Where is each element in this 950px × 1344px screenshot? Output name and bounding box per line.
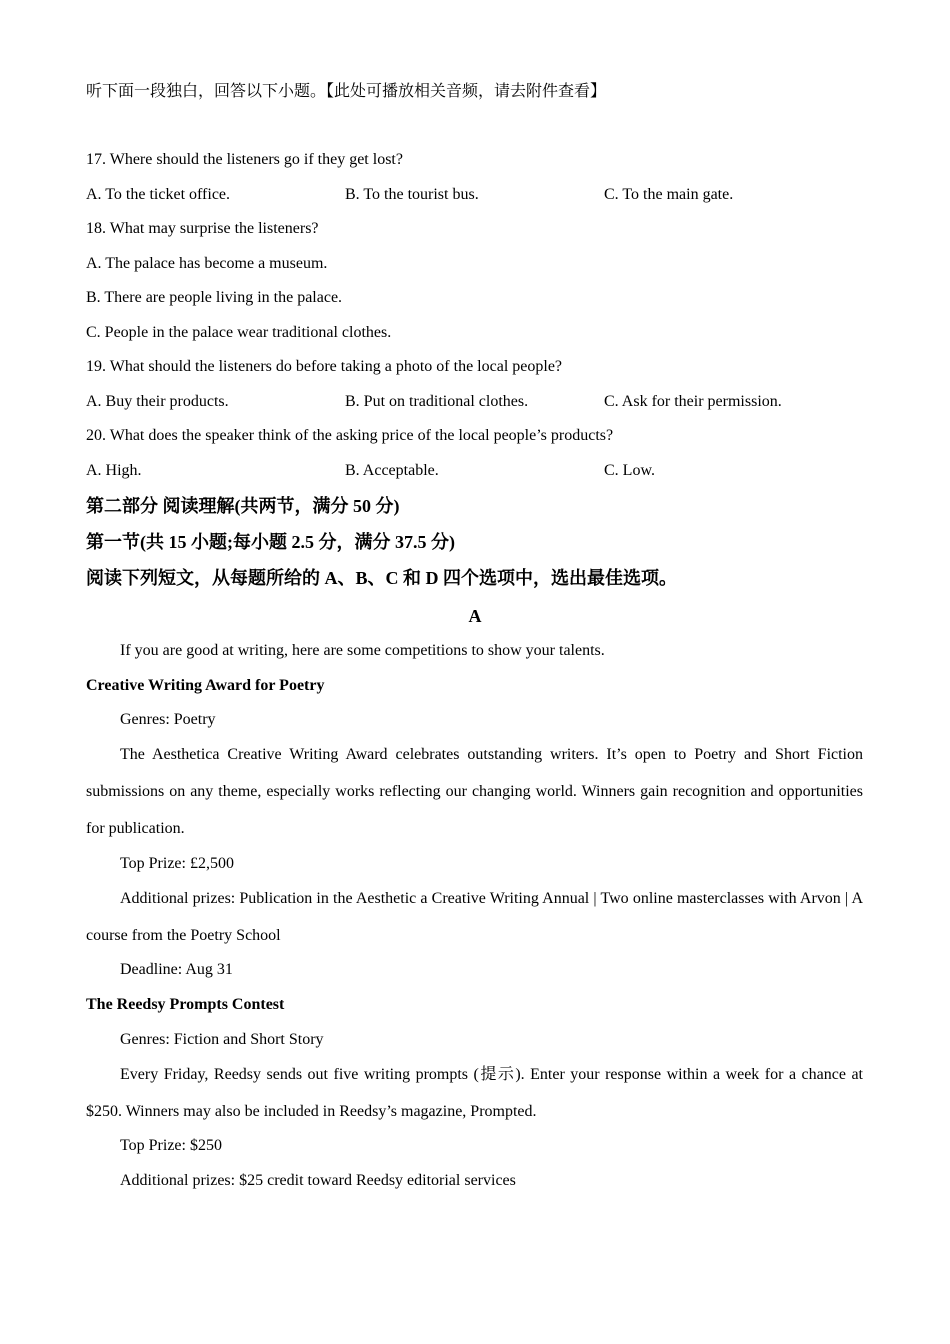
passage-intro: If you are good at writing, here are some competitions to show your talents.	[120, 642, 605, 659]
comp1-description: The Aesthetica Creative Writing Award celebrates outstanding writers. It’s open to Poetry and Short Fiction submissions on any theme, especially works reflecting our changing world. Winners gain recognition and opportunities for publication.	[86, 746, 863, 837]
question-17: 17. Where should the listeners go if they get lost?	[86, 151, 403, 168]
q17-option-c: C. To the main gate.	[604, 186, 734, 203]
q18-option-c: C. People in the palace wear traditional clothes.	[86, 324, 392, 341]
reading-instruction: 阅读下列短文，从每题所给的 A、B、C 和 D 四个选项中，选出最佳选项。	[86, 568, 677, 588]
listening-intro: 听下面一段独白，回答以下小题。【此处可播放相关音频，请去附件查看】	[86, 83, 607, 100]
q19-option-c: C. Ask for their permission.	[604, 393, 782, 410]
comp1-deadline: Deadline: Aug 31	[120, 961, 233, 978]
comp2-description: Every Friday, Reedsy sends out five writing prompts (提示). Enter your response within a week for a chance at $250. Winners may also be included in Reedsy’s magazine, Prompted.	[86, 1066, 863, 1120]
q18-option-a: A. The palace has become a museum.	[86, 255, 328, 272]
q17-option-b: B. To the tourist bus.	[345, 186, 479, 203]
question-18: 18. What may surprise the listeners?	[86, 220, 319, 237]
section-title: 第一节(共 15 小题;每小题 2.5 分，满分 37.5 分)	[86, 532, 455, 552]
q20-option-c: C. Low.	[604, 462, 655, 479]
comp2-additional-prizes: Additional prizes: $25 credit toward Reedsy editorial services	[120, 1172, 516, 1189]
q20-option-b: B. Acceptable.	[345, 462, 439, 479]
q19-option-a: A. Buy their products.	[86, 393, 229, 410]
question-19: 19. What should the listeners do before taking a photo of the local people?	[86, 358, 563, 375]
comp1-additional-prizes: Additional prizes: Publication in the Aesthetic a Creative Writing Annual | Two online masterclasses with Arvon | A course from the Poetry School	[86, 890, 863, 944]
comp2-top-prize: Top Prize: $250	[120, 1137, 222, 1154]
comp2-genres: Genres: Fiction and Short Story	[120, 1031, 324, 1048]
question-20: 20. What does the speaker think of the asking price of the local people’s products?	[86, 427, 614, 444]
comp1-title: Creative Writing Award for Poetry	[86, 677, 325, 694]
comp1-top-prize: Top Prize: £2,500	[120, 855, 234, 872]
q18-option-b: B. There are people living in the palace.	[86, 289, 343, 306]
comp2-title: The Reedsy Prompts Contest	[86, 996, 285, 1013]
q19-option-b: B. Put on traditional clothes.	[345, 393, 529, 410]
passage-label: A	[468, 606, 482, 626]
part-title: 第二部分 阅读理解(共两节，满分 50 分)	[86, 496, 400, 516]
q17-option-a: A. To the ticket office.	[86, 186, 231, 203]
q20-option-a: A. High.	[86, 462, 142, 479]
comp1-genres: Genres: Poetry	[120, 711, 216, 728]
